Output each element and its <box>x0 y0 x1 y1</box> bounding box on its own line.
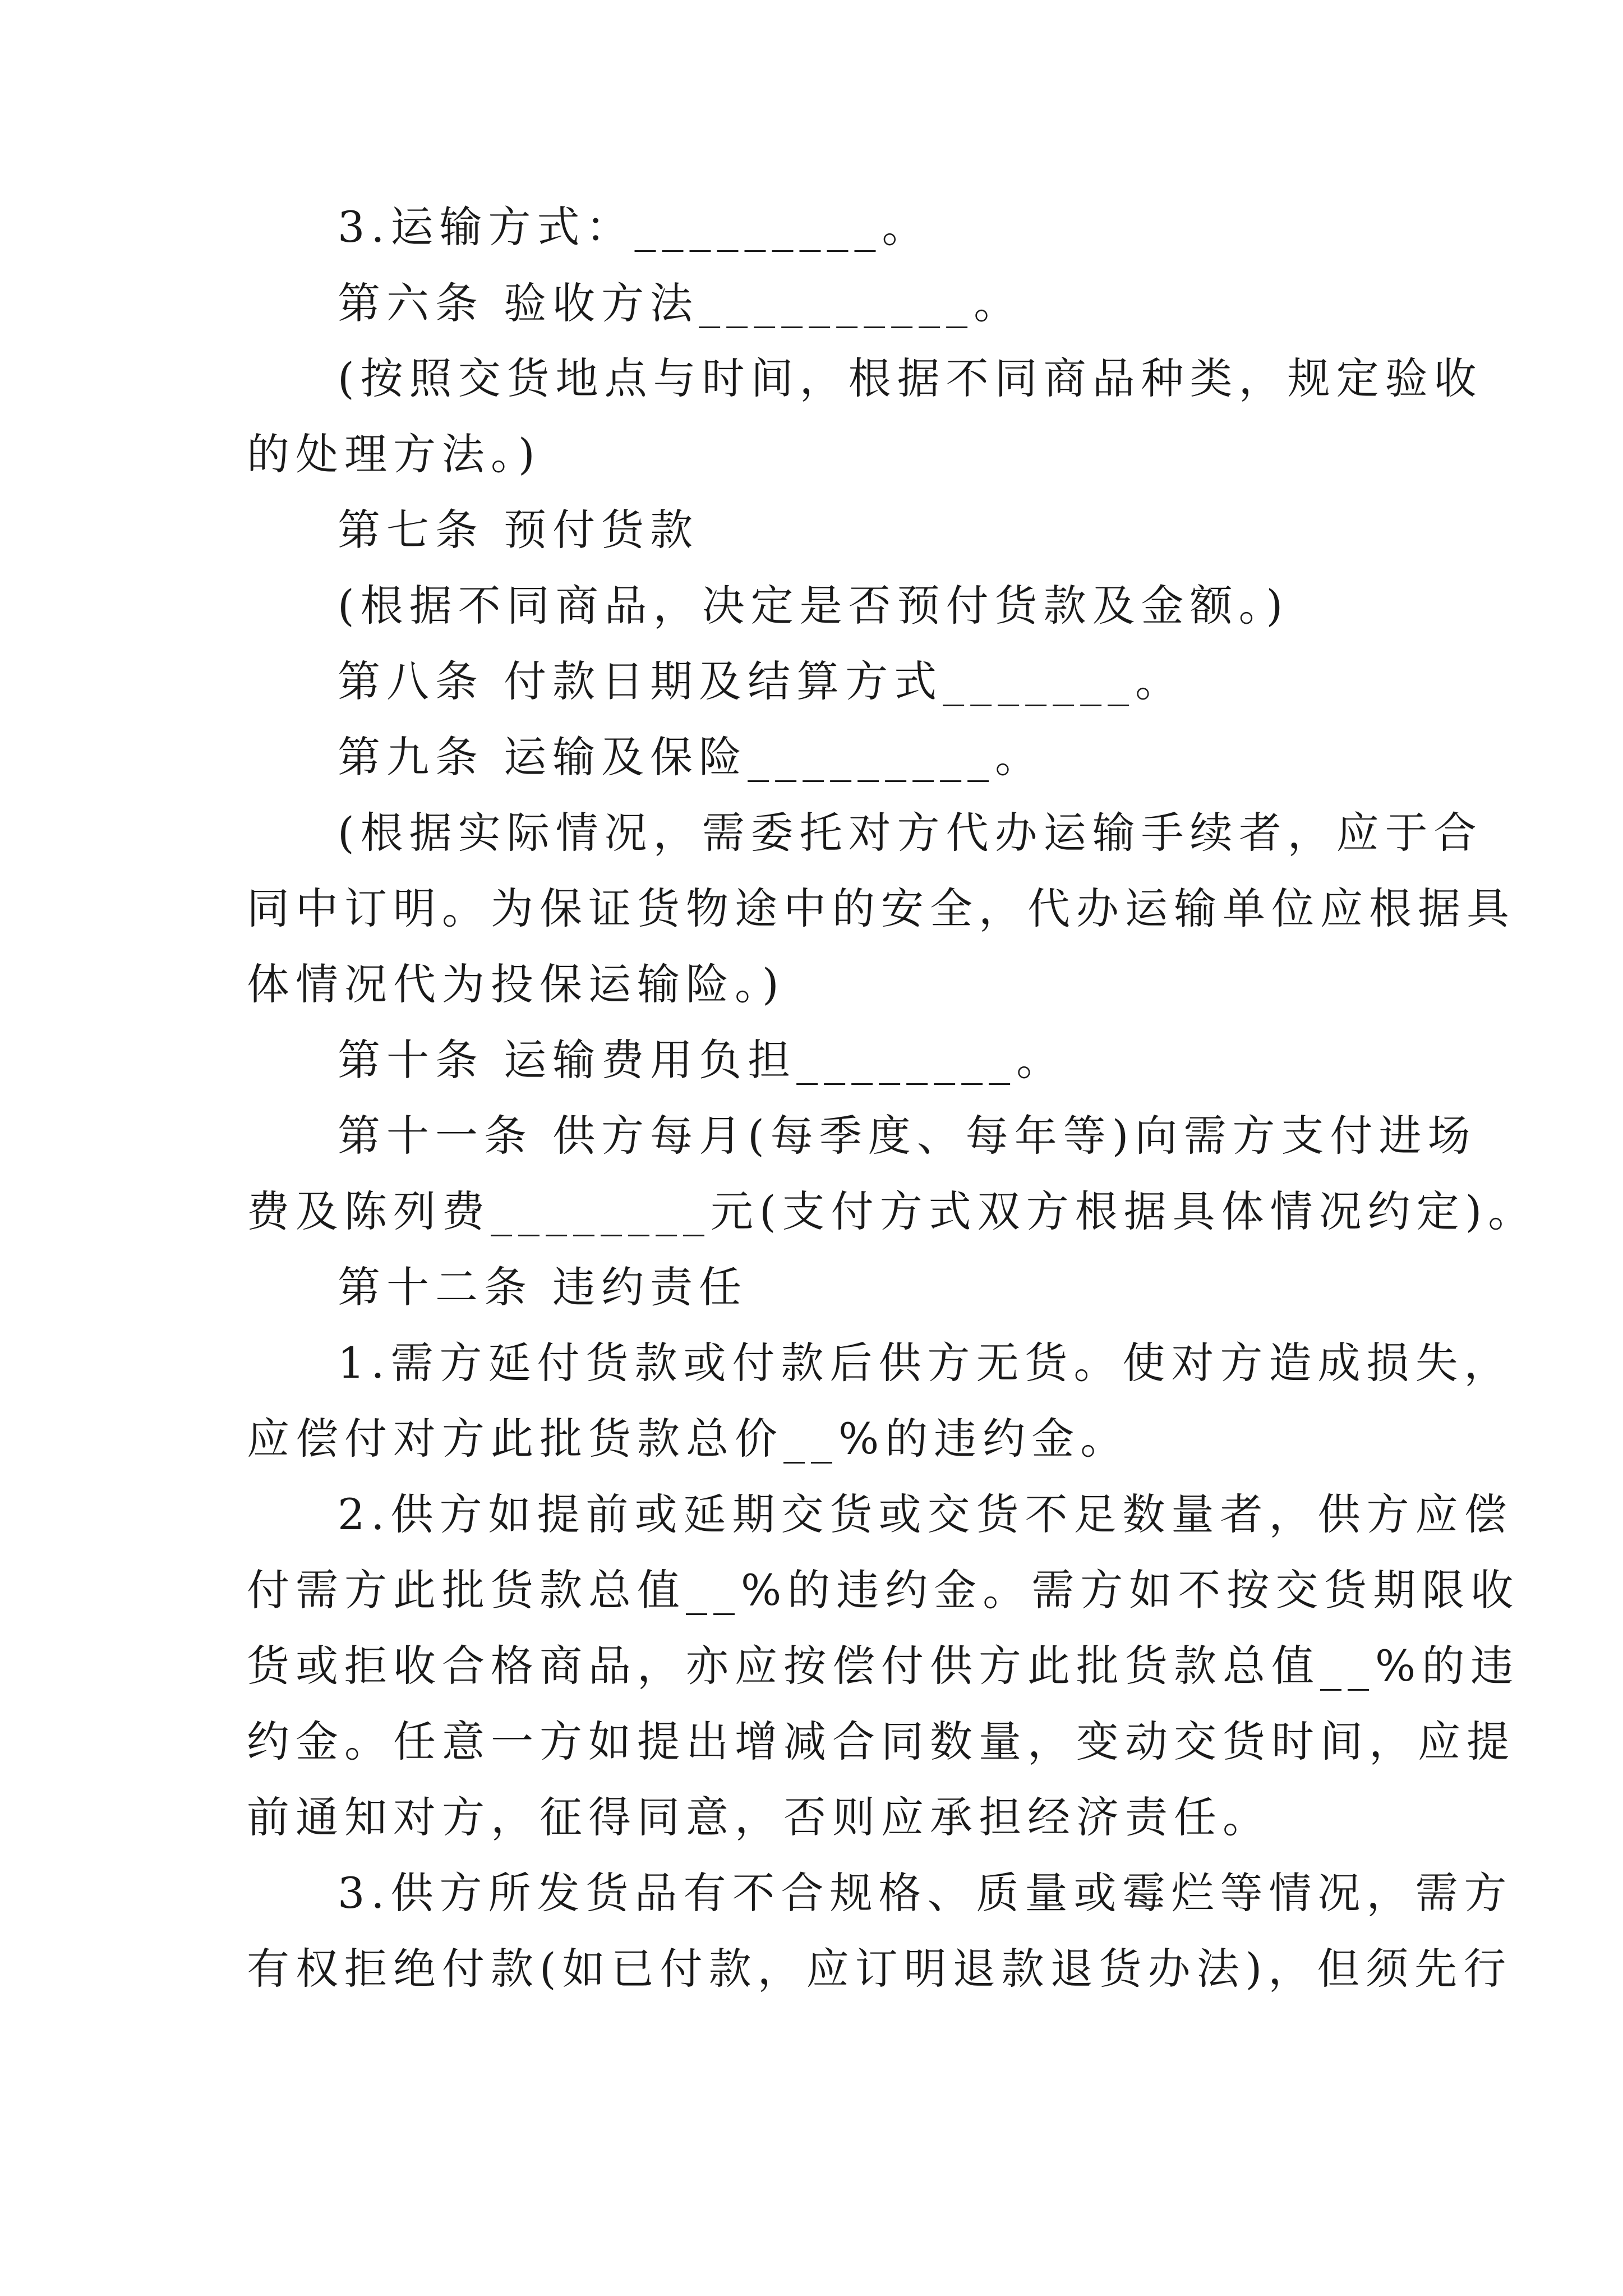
paragraph-line: 的处理方法。) <box>247 429 541 479</box>
paragraph-line: (根据不同商品，决定是否预付货款及金额。) <box>338 581 1289 631</box>
paragraph-line: 1.需方延付货款或付款后供方无货。使对方造成损失， <box>338 1338 1513 1388</box>
paragraph-line: 约金。任意一方如提出增减合同数量，变动交货时间，应提 <box>247 1717 1515 1766</box>
paragraph-line: 同中订明。为保证货物途中的安全，代办运输单位应根据具 <box>247 884 1515 933</box>
paragraph-line: 2.供方如提前或延期交货或交货不足数量者，供方应偿 <box>338 1489 1513 1539</box>
paragraph-line: 应偿付对方此批货款总价__%的违约金。 <box>247 1414 1129 1464</box>
article-heading: 第十条 运输费用负担________。 <box>338 1035 1066 1085</box>
article-heading: 第十一条 供方每月(每季度、每年等)向需方支付进场 <box>338 1111 1477 1161</box>
paragraph-line: (按照交货地点与时间，根据不同商品种类，规定验收 <box>338 353 1483 403</box>
article-heading: 第九条 运输及保险_________。 <box>338 732 1044 782</box>
paragraph-line: 体情况代为投保运输险。) <box>247 959 785 1009</box>
article-heading: 第六条 验收方法__________。 <box>338 278 1023 328</box>
article-heading: 第十二条 违约责任 <box>338 1262 748 1312</box>
paragraph-line: 3.供方所发货品有不合规格、质量或霉烂等情况，需方 <box>338 1868 1513 1918</box>
paragraph-line: 3.运输方式：_________。 <box>338 202 931 252</box>
paragraph-line: 货或拒收合格商品，亦应按偿付供方此批货款总值__%的违 <box>247 1641 1520 1691</box>
paragraph-line: 有权拒绝付款(如已付款，应订明退款退货办法)，但须先行 <box>247 1944 1513 1994</box>
paragraph-line: 付需方此批货款总值__%的违约金。需方如不按交货期限收 <box>247 1565 1520 1615</box>
article-heading: 第八条 付款日期及结算方式_______。 <box>338 656 1184 706</box>
paragraph-line: (根据实际情况，需委托对方代办运输手续者，应于合 <box>338 808 1483 858</box>
paragraph-line: 费及陈列费________元(支付方式双方根据具体情况约定)。 <box>247 1186 1537 1236</box>
paragraph-line: 前通知对方，征得同意，否则应承担经济责任。 <box>247 1792 1271 1842</box>
article-heading: 第七条 预付货款 <box>338 505 699 555</box>
